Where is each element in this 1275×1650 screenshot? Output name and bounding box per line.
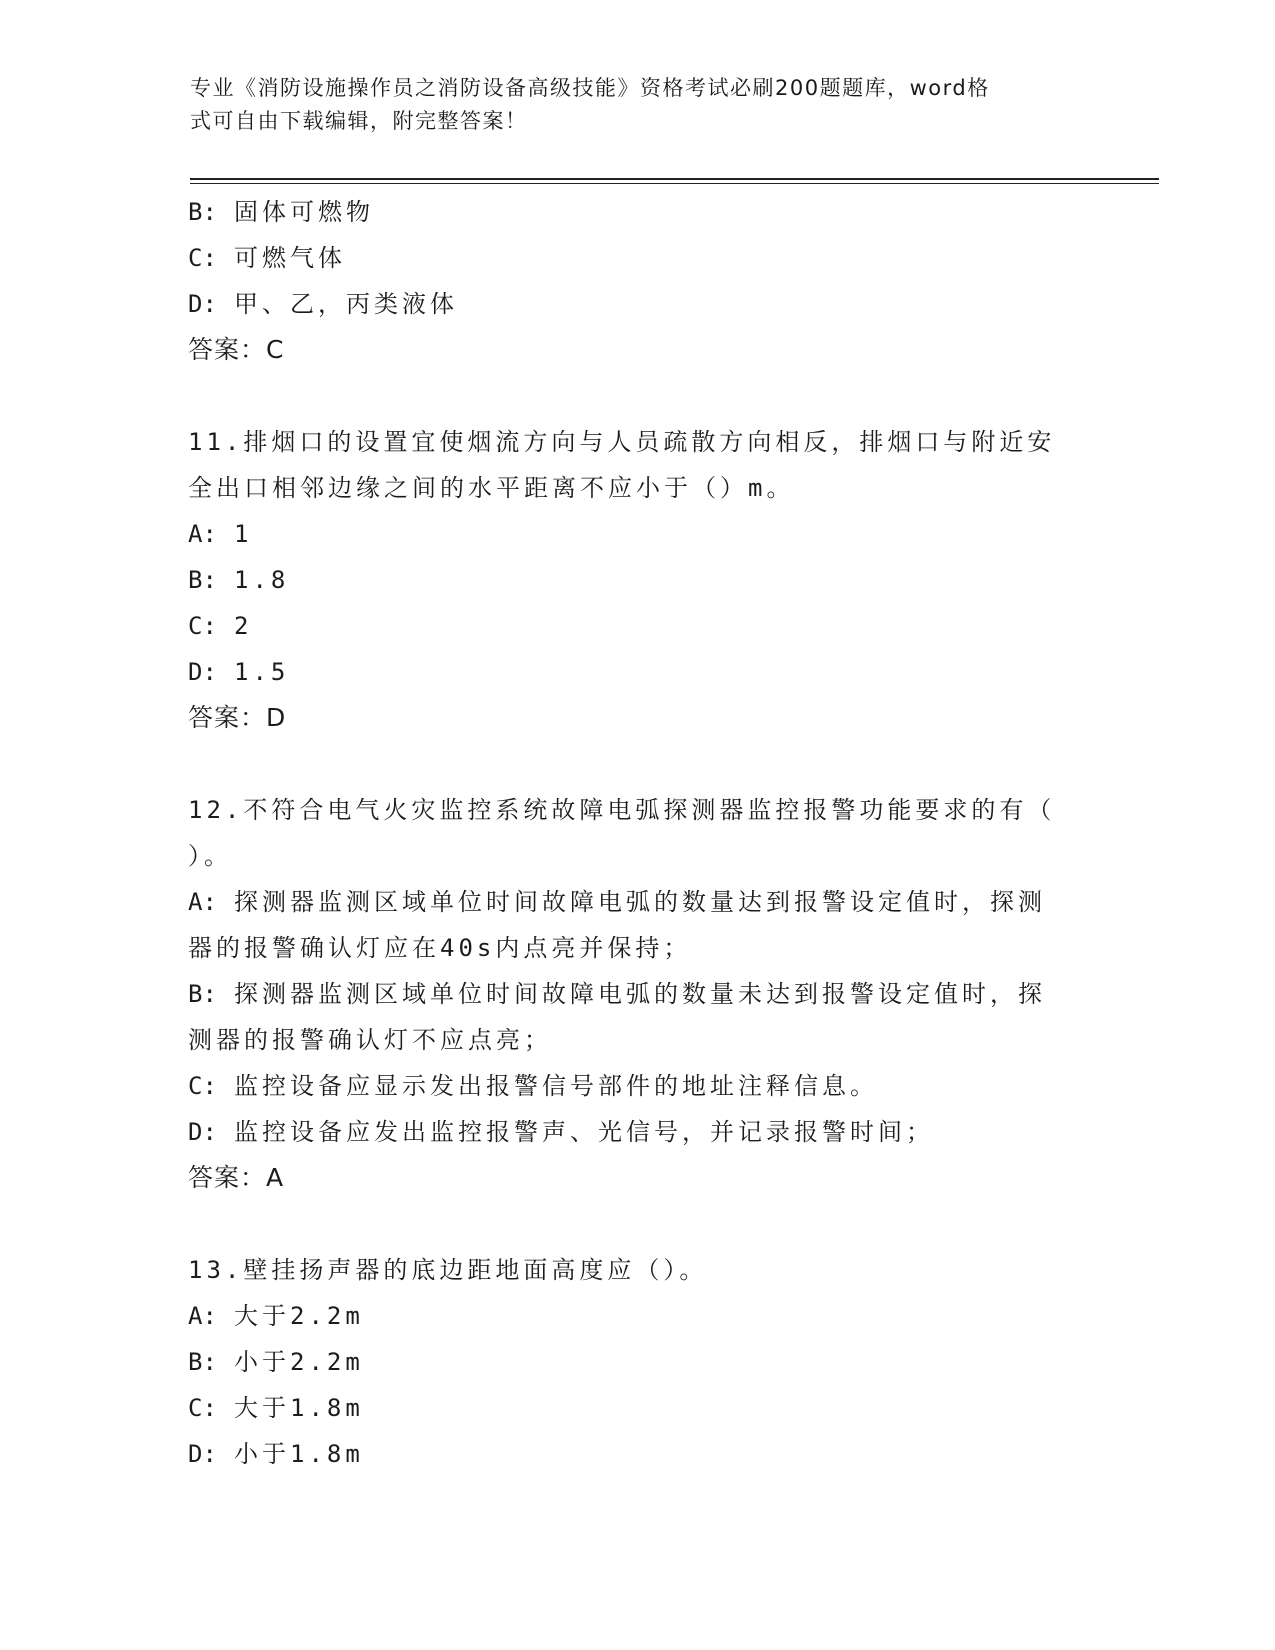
question-stem-line-1: 12.不符合电气火灾监控系统故障电弧探测器监控报警功能要求的有（	[188, 796, 1056, 824]
option-c	[188, 1063, 1088, 1109]
option-text: 可燃气体	[234, 244, 346, 272]
option-a	[188, 879, 1088, 925]
question-stem-line-2: ）。	[188, 842, 232, 870]
option-prefix: C:	[188, 1394, 217, 1422]
option-a	[188, 511, 1088, 557]
option-prefix: A:	[188, 520, 217, 548]
question-13	[188, 1247, 1088, 1477]
option-text: 1.8	[234, 566, 290, 594]
option-prefix: B:	[188, 198, 217, 226]
question-10	[188, 189, 1088, 373]
option-b-continued: 测器的报警确认灯不应点亮；	[188, 1026, 552, 1054]
option-prefix: B:	[188, 566, 217, 594]
question-stem: 13.壁挂扬声器的底边距地面高度应（）。	[188, 1256, 708, 1284]
option-prefix: D:	[188, 290, 217, 318]
header-divider-thick	[190, 178, 1159, 180]
option-text: 探测器监测区域单位时间故障电弧的数量未达到报警设定值时，探	[234, 980, 1046, 1008]
header-divider-thin	[190, 183, 1159, 184]
option-text: 大于2.2m	[234, 1302, 364, 1330]
option-b	[188, 971, 1088, 1017]
option-prefix: A:	[188, 1302, 217, 1330]
header-line-2: 式可自由下载编辑，附完整答案！	[190, 109, 528, 133]
answer-line: 答案：C	[188, 335, 285, 364]
option-prefix: C:	[188, 244, 217, 272]
option-text: 探测器监测区域单位时间故障电弧的数量达到报警设定值时，探测	[234, 888, 1046, 916]
option-b	[188, 557, 1088, 603]
option-text: 2	[234, 612, 253, 640]
option-text: 小于1.8m	[234, 1440, 364, 1468]
option-prefix: C:	[188, 1072, 217, 1100]
question-12	[188, 787, 1088, 1201]
option-prefix: D:	[188, 1440, 217, 1468]
option-d	[188, 281, 1088, 327]
answer-line: 答案：D	[188, 703, 287, 732]
option-d	[188, 1109, 1088, 1155]
option-c	[188, 235, 1088, 281]
question-stem-line-2: 全出口相邻边缘之间的水平距离不应小于（）m。	[188, 474, 795, 502]
option-prefix: D:	[188, 1118, 217, 1146]
option-prefix: A:	[188, 888, 217, 916]
option-b	[188, 1339, 1088, 1385]
option-text: 监控设备应发出监控报警声、光信号，并记录报警时间；	[234, 1118, 934, 1146]
question-11	[188, 419, 1088, 741]
document-header	[190, 72, 1070, 138]
option-prefix: B:	[188, 980, 217, 1008]
option-text: 1.5	[234, 658, 290, 686]
spacer	[188, 741, 1088, 787]
option-text: 监控设备应显示发出报警信号部件的地址注释信息。	[234, 1072, 878, 1100]
answer-line: 答案：A	[188, 1163, 285, 1192]
option-d	[188, 649, 1088, 695]
option-text: 大于1.8m	[234, 1394, 364, 1422]
option-c	[188, 1385, 1088, 1431]
option-text: 甲、乙，丙类液体	[234, 290, 458, 318]
option-a-continued: 器的报警确认灯应在40s内点亮并保持；	[188, 934, 692, 962]
option-b	[188, 189, 1088, 235]
option-d	[188, 1431, 1088, 1477]
option-prefix: B:	[188, 1348, 217, 1376]
option-c	[188, 603, 1088, 649]
question-stem-line-1: 11.排烟口的设置宜使烟流方向与人员疏散方向相反，排烟口与附近安	[188, 428, 1056, 456]
option-prefix: C:	[188, 612, 217, 640]
header-line-1: 专业《消防设施操作员之消防设备高级技能》资格考试必刷200题题库，word格	[190, 76, 990, 100]
option-text: 固体可燃物	[234, 198, 374, 226]
question-list	[188, 189, 1088, 1477]
option-prefix: D:	[188, 658, 217, 686]
option-a	[188, 1293, 1088, 1339]
option-text: 小于2.2m	[234, 1348, 364, 1376]
option-text: 1	[234, 520, 253, 548]
spacer	[188, 373, 1088, 419]
spacer	[188, 1201, 1088, 1247]
